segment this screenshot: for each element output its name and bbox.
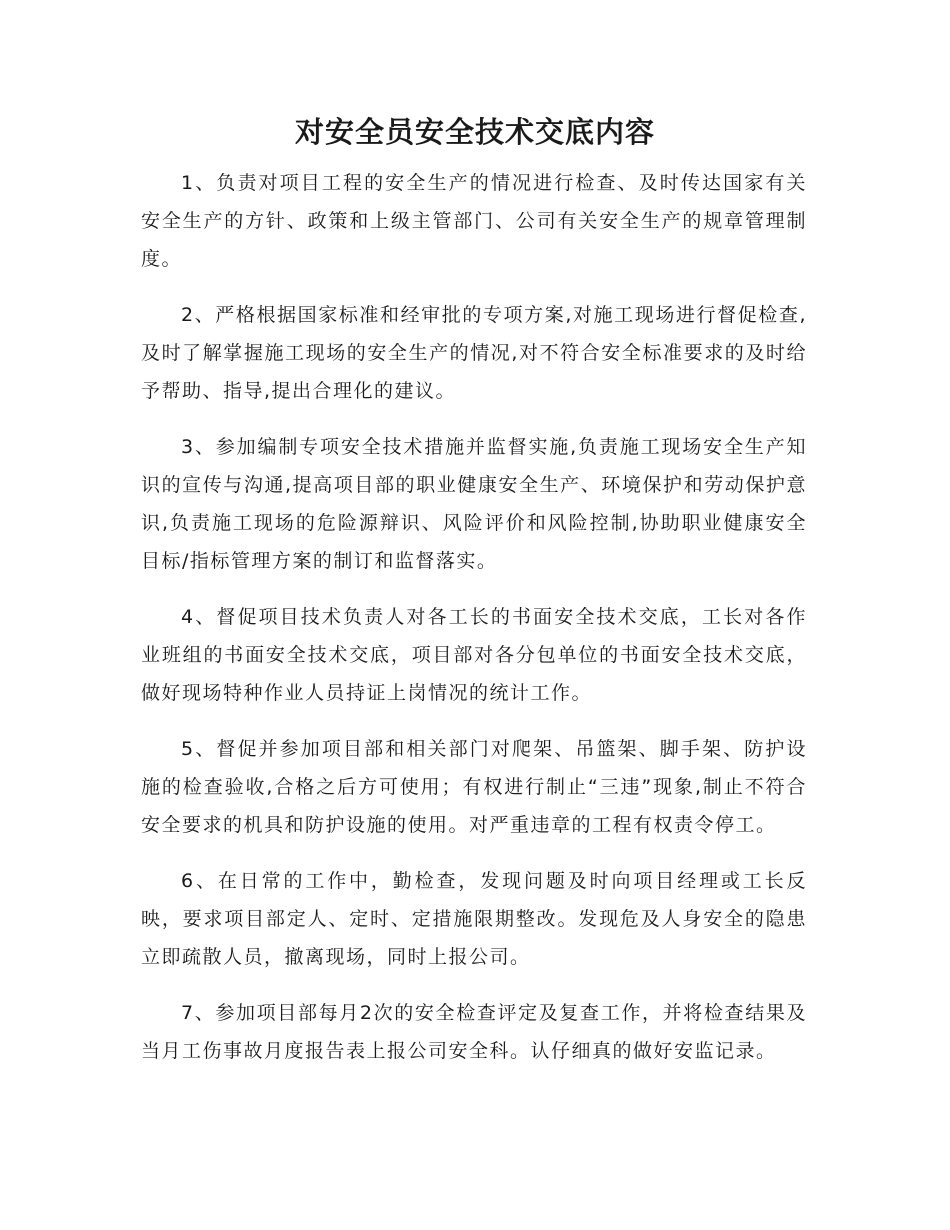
paragraph-7: 7、参加项目部每月2次的安全检查评定及复查工作，并将检查结果及当月工伤事故月度报告表上报公司安全科。认仔细真的做好安监记录。 — [141, 1002, 807, 1062]
paragraph-6: 6、在日常的工作中，勤检查，发现问题及时向项目经理或工长反映，要求项目部定人、定时、定措施限期整改。发现危及人身安全的隐患立即疏散人员，撤离现场，同时上报公司。 — [141, 870, 807, 968]
document-body — [141, 164, 807, 1088]
paragraph-2: 2、严格根据国家标准和经审批的专项方案,对施工现场进行督促检查,及时了解掌握施工现场的安全生产的情况,对不符合安全标准要求的及时给予帮助、指导,提出合理化的建议。 — [141, 304, 807, 402]
paragraph-5: 5、督促并参加项目部和相关部门对爬架、吊篮架、脚手架、防护设施的检查验收,合格之后方可使用；有权进行制止“三违”现象,制止不符合安全要求的机具和防护设施的使用。对严重违章的工程有权责令停工。 — [141, 738, 807, 836]
document-title: 对安全员安全技术交底内容 — [294, 115, 655, 149]
paragraph-4: 4、督促项目技术负责人对各工长的书面安全技术交底，工长对各作业班组的书面安全技术交底，项目部对各分包单位的书面安全技术交底，做好现场特种作业人员持证上岗情况的统计工作。 — [141, 606, 807, 704]
paragraph-1: 1、负责对项目工程的安全生产的情况进行检查、及时传达国家有关安全生产的方针、政策和上级主管部门、公司有关安全生产的规章管理制度。 — [141, 172, 807, 270]
paragraph-3: 3、参加编制专项安全技术措施并监督实施,负责施工现场安全生产知识的宣传与沟通,提高项目部的职业健康安全生产、环境保护和劳动保护意识,负责施工现场的危险源辩识、风险评价和风险控制,协助职业健康安全目标/指标管理方案的制订和监督落实。 — [141, 436, 807, 572]
